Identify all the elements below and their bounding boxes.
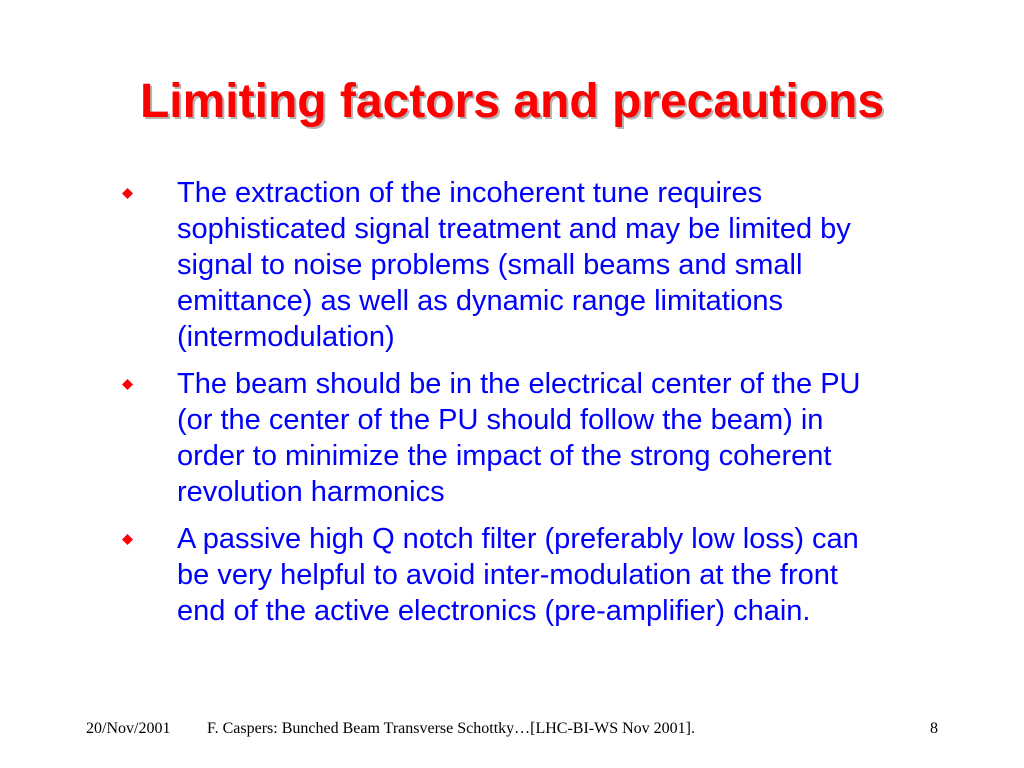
diamond-bullet-icon [122, 188, 133, 199]
diamond-bullet-icon [122, 534, 133, 545]
bullet-text: The beam should be in the electrical center of the PU (or the center of the PU should follow the beam) in order to minimize the impact of the strong coherent revolution harmonics [177, 368, 861, 508]
bullet-item [112, 521, 892, 629]
bullet-list [112, 175, 892, 640]
slide-title: Limiting factors and precautions [139, 75, 885, 128]
bullet-text: A passive high Q notch filter (preferably low loss) can be very helpful to avoid inter-modulation at the front end of the active electronics (pre-amplifier) chain. [177, 523, 859, 627]
diamond-bullet-icon [122, 379, 133, 390]
bullet-item [112, 175, 892, 355]
page-number: 8 [930, 720, 938, 737]
bullet-text: The extraction of the incoherent tune requires sophisticated signal treatment and may be limited by signal to noise problems (small beams and small emittance) as well as dynamic range limitations (intermodulation) [177, 177, 851, 353]
footer-date: 20/Nov/2001 [86, 720, 171, 737]
footer-caption: F. Caspers: Bunched Beam Transverse Schottky…[LHC-BI-WS Nov 2001]. [207, 720, 696, 737]
bullet-item [112, 366, 892, 510]
